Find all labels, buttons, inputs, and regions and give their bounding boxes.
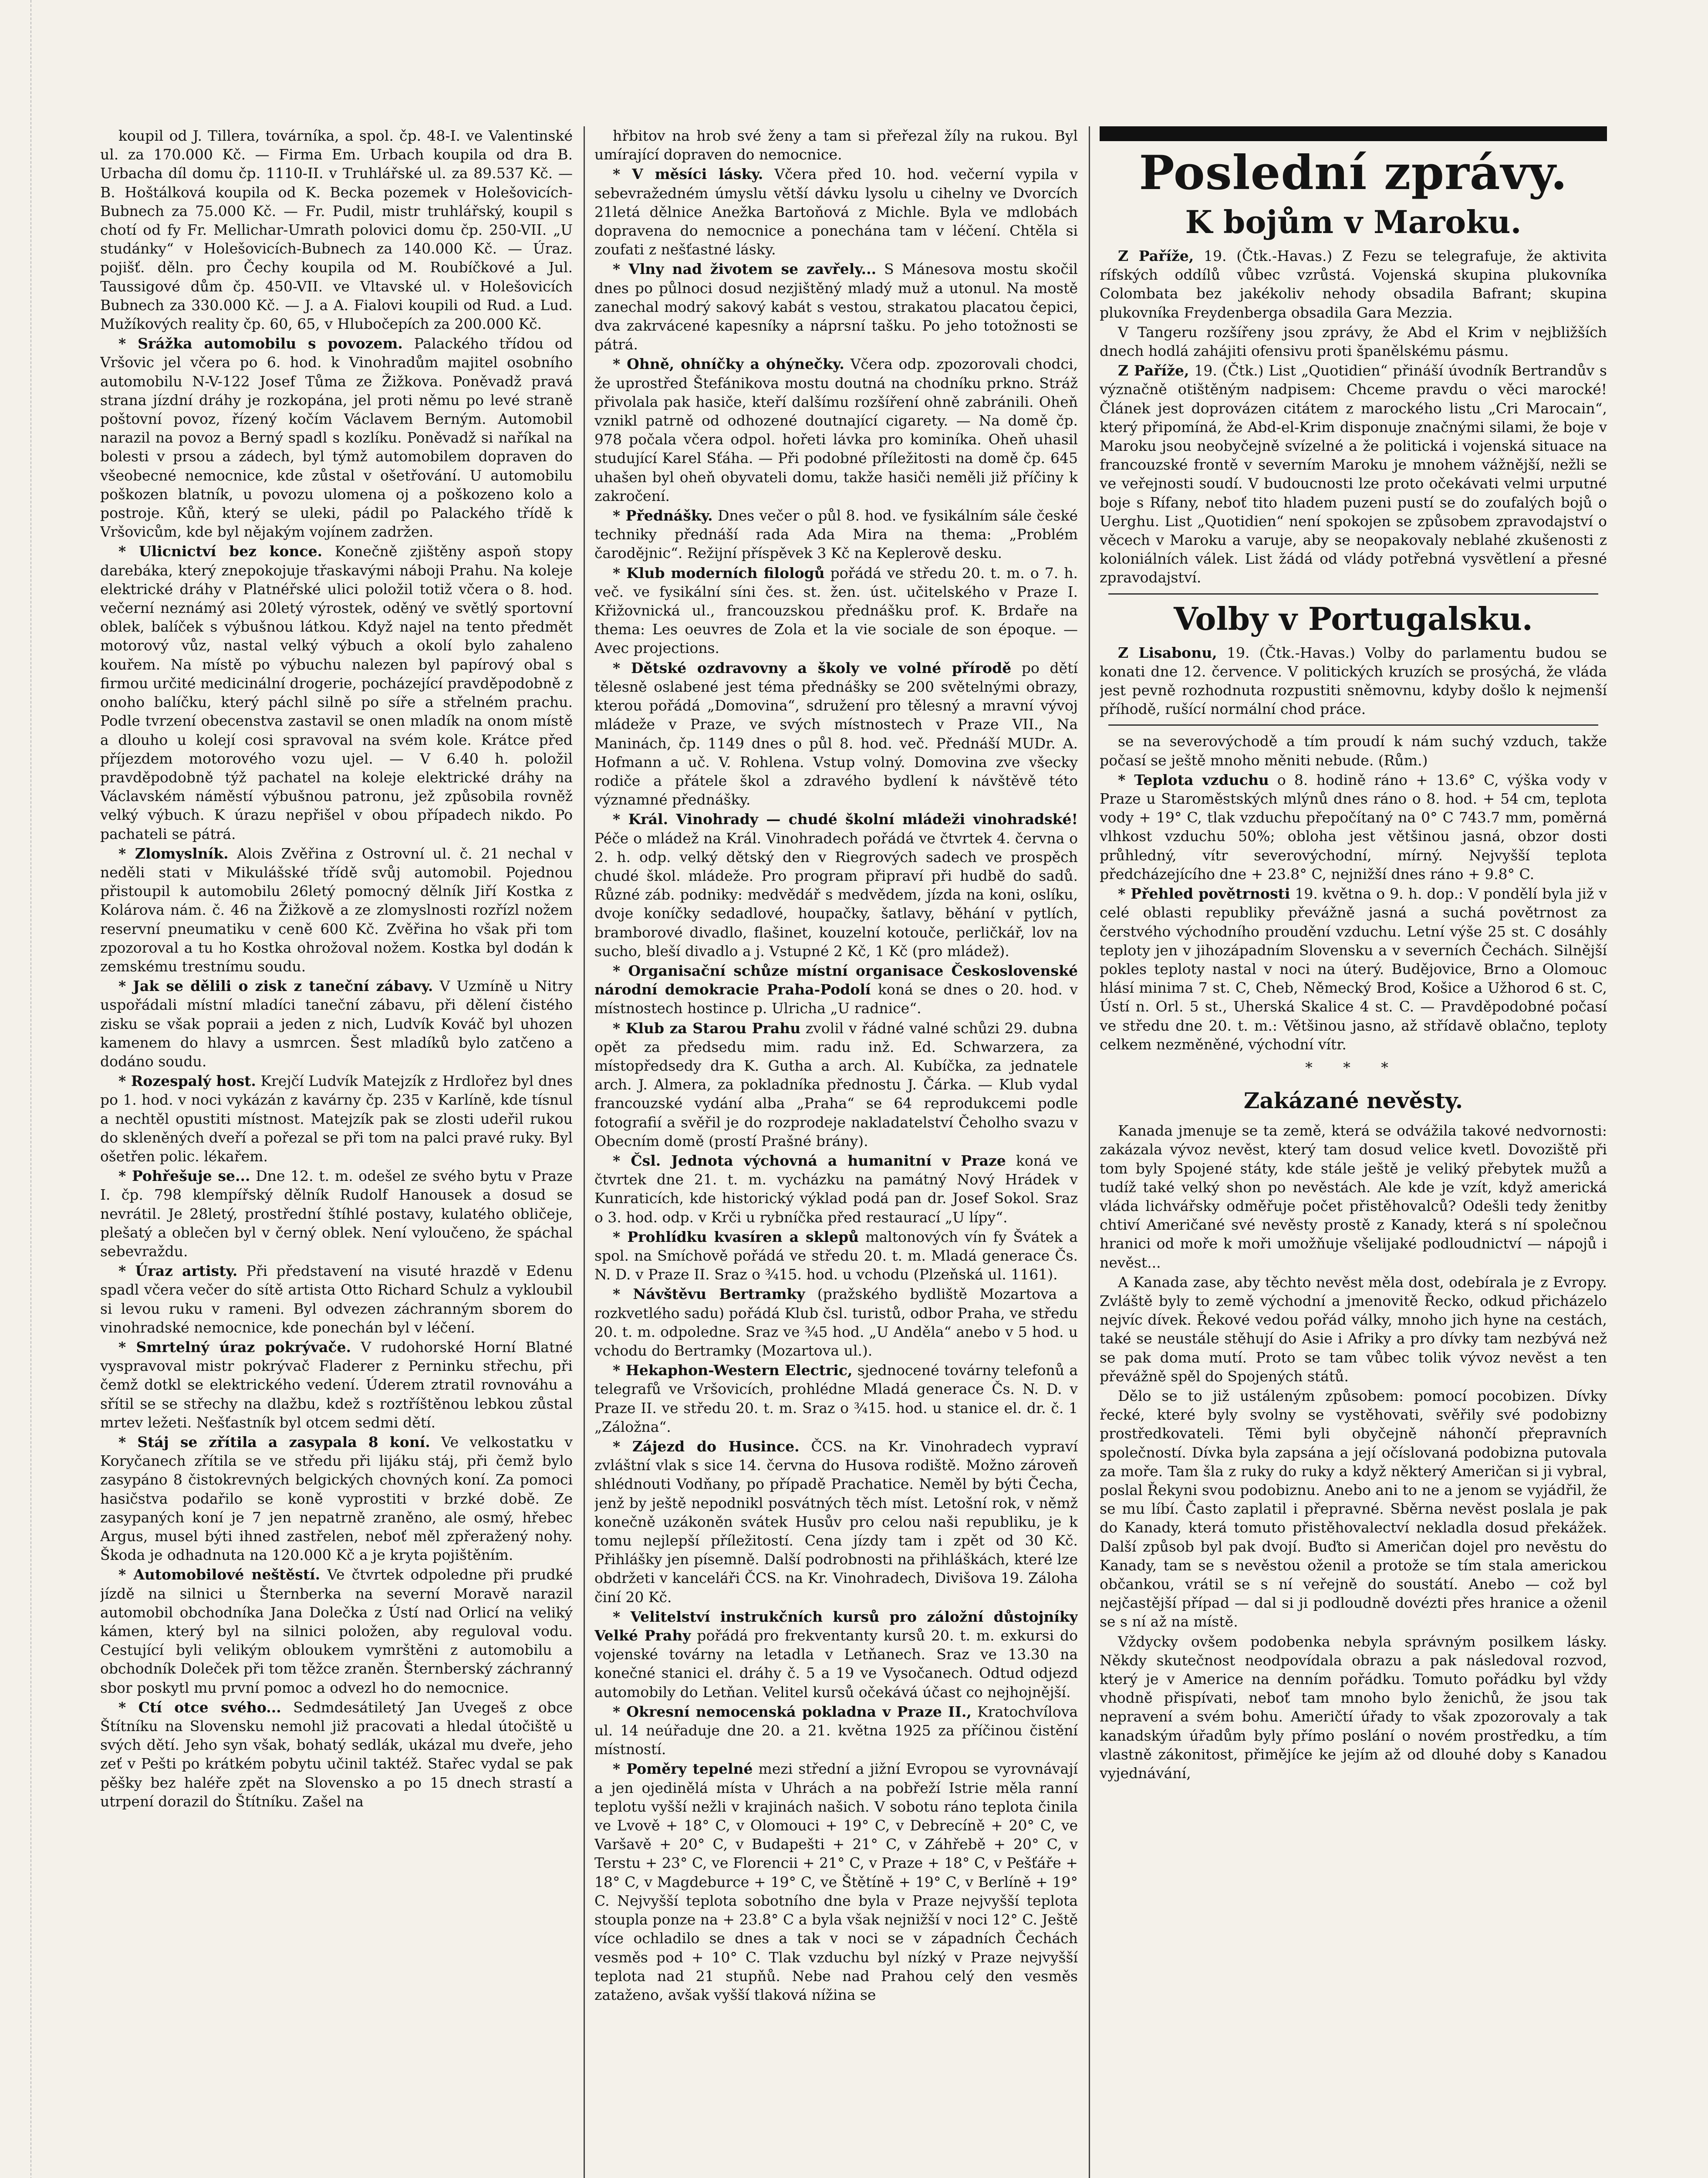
masthead-title: Poslední zprávy.	[1139, 145, 1568, 200]
paragraph-lead: * Klub moderních filologů	[613, 564, 825, 582]
paragraph-lead: * Přednášky.	[613, 507, 713, 524]
paragraph-text: se na severovýchodě a tím proudí k nám suchý vzduch, takže počasí se ještě mnoho měniti nebude. (Rům.)	[1100, 733, 1607, 769]
paragraph-lead: * Pohřešuje se...	[118, 1167, 250, 1185]
news-paragraph	[100, 1565, 573, 1697]
news-paragraph	[100, 126, 573, 333]
paragraph-lead: Z Lisabonu,	[1118, 644, 1217, 661]
paragraph-lead: * Vlny nad životem se zavřely...	[613, 260, 877, 278]
paragraph-text: 19. května o 9. h. dop.: V pondělí byla již v celé oblasti republiky převážně jasná a suchá povětrnost za čerstvého východního proudění vzduchu. Letní výše 25 st. C dosáhly teploty jen v jihozápadním Slovensku a v severních Čechách. Silnější pokles teploty nastal v noci na úterý. Budějovice, Brno a Olomouc hlásí minima 7 st. C, Cheb, Německý Brod, Košice a Užhorod 6 st. C, Ústí n. Orl. 5 st., Uherská Skalice 4 st. C. — Pravděpodobné počasí ve středu dne 20. t. m.: Většinou jasno, až střídavě oblačno, teploty celkem nezměněné, východní vítr.	[1100, 885, 1607, 1053]
paragraph-lead: * Návštěvu Bertramky	[613, 1285, 805, 1303]
paragraph-text: Palackého třídou od Vršovic jel včera po 6. hod. k Vinohradům majitel osobního automobilu N-V-122 Josef Tůma ze Žižkova. Poněvadž pravá strana jízdní dráhy je rozkopána, jel proti němu po levé straně poštovní povoz, řízený kočím Václavem Berným. Automobil narazil na povoz a Berný spadl s kozlíku. Poněvadž si naříkal na bolesti v prsou a zádech, byl týmž automobilem dopraven do všeobecné nemocnice, kde zůstal v ošetřování. U automobilu poškozen blatník, u povozu ulomena oj a poškozeno kolo a postroje. Kůň, který se uleki, pádil po Palackého třídě k Vršovicům, kde byl nějakým vojínem zadržen.	[100, 335, 573, 541]
paragraph-text: V Tangeru rozšířeny jsou zprávy, že Abd el Krim v nejbližších dnech hodlá zahájiti ofensivu proti španělskému pásmu.	[1100, 323, 1607, 360]
news-paragraph	[594, 1437, 1078, 1606]
paragraph-lead: * Hekaphon-Western Electric,	[613, 1362, 853, 1379]
paragraph-lead: * Zájezd do Husince.	[613, 1438, 800, 1455]
paragraph-text: koná se dnes o 20. hod. v místnostech hostince p. Ulricha „U radnice“.	[594, 981, 1078, 1017]
page-scan-edge	[30, 0, 31, 2178]
paragraph-lead: * Dětské ozdravovny a školy ve volné přírodě	[613, 659, 1012, 676]
paragraph-text: V Uzmíně u Nitry uspořádali místní mladíci taneční zábavu, při dělení čistého zisku se však popraii a jeden z nich, Ludvík Kováč byl uhozen kamenem do hlavy a usmrcen. Šest mladíků bylo zatčeno a dodáno soudu.	[100, 977, 573, 1070]
paragraph-text: maltonových vín fy Švátek a spol. na Smíchově pořádá ve středu 20. t. m. Mladá generace Čs. N. D. v Praze II. Sraz o ¾15. hod. u vchodu (Plzeňská ul. 1161).	[594, 1228, 1078, 1283]
paragraph-text: hřbitov na hrob své ženy a tam si přeřezal žíly na rukou. Byl umírající dopraven do nemocnice.	[594, 127, 1078, 163]
paragraph-text: Péče o mládež na Král. Vinohradech pořádá ve čtvrtek 4. června o 2. h. odp. velký dětský den v Riegrových sadech ve prospěch chudé škol. mládeže. Pro program připraví při hudbě do sadů. Různé záb. podniky: medvědář s medvědem, jízda na koni, oslíku, dvoje koníčky sedadlové, houpačky, šatlavy, běhání v pytlích, bramborové divadlo, flašinet, kouzelní kotouče, perličkář, lov na sucho, bleší divadlo a j. Vstupné 2 Kč, 1 Kč (pro mládež).	[594, 829, 1078, 960]
news-paragraph	[100, 1338, 573, 1432]
paragraph-lead: * V měsíci lásky.	[613, 166, 763, 183]
paragraph-text: Alois Zvěřina z Ostrovní ul. č. 21 nechal v neděli stati v Mikulášské třídě svůj automobil. Pojednou přistoupil k automobilu 26letý pomocný dělník Jiří Kostka z Kolárova nám. č. 46 na Žižkově a ze zlomyslnosti rozřízl nožem reservní pneumatiku v ceně 600 Kč. Zvěřina ho však při tom zpozoroval a tu ho Kostka ohrožoval nožem. Kostka byl dodán k zemskému trestnímu soudu.	[100, 845, 573, 975]
news-paragraph	[594, 1151, 1078, 1227]
paragraph-text: koupil od J. Tillera, továrníka, a spol. čp. 48-I. ve Valentinské ul. za 170.000 Kč. — Firma Em. Urbach koupila od dra B. Urbacha díl domu čp. 1110-II. v Truhlářské ul. za 89.537 Kč. — B. Hoštálková koupila od K. Becka pozemek v Holešovicích-Bubnech za 75.000 Kč. — Fr. Pudil, mistr truhlářský, koupil s chotí od fy Fr. Mellichar-Umrath polovici domu čp. 250-VII. „U studánky“ v Holešovicích-Bubnech za 140.000 Kč. — Úraz. pojišť. děln. pro Čechy koupila od M. Roubíčkové a Jul. Taussigové dům čp. 450-VII. ve Vltavské ul. v Holešovicích Bubnech za 330.000 Kč. — J. a A. Fialovi koupili od Rud. a Lud. Mužíkových reality čp. 60, 65, v Hlubočepích za 200.000 Kč.	[100, 127, 573, 333]
column-right	[1100, 126, 1607, 2178]
paragraph-lead: Z Paříže,	[1118, 247, 1194, 264]
paragraph-text: Kratochvílova ul. 14 neúřaduje dne 20. a 21. května 1925 za příčinou čistění místností.	[594, 1703, 1078, 1758]
paragraph-text: mezi střední a jižní Evropou se vyrovnávají a jen ojedinělá místa v Uhrách a na pobřeží Istrie měla ranní teplotu vyšší nežli v krajinách našich. V sobotu ráno teplota činila ve Lvově + 18° C, v Olomouci + 19° C, v Debrecíně + 20° C, ve Varšavě + 20° C, v Budapešti + 21° C, v Záhřebě + 20° C, v Terstu + 23° C, ve Florencii + 21° C, v Praze + 18° C, v Pešťáře + 18° C, v Magdeburce + 19° C, ve Štětíně + 19° C, v Berlíně + 19° C. Nejvyšší teplota sobotního dne byla v Praze nejvyšší teplota stoupla ponze na + 23.8° C a byla však nejnižší v noci 12° C. Ještě více ochladilo se dnes a tak v noci se v západních Čechách vesměs pod + 10° C. Tlak vzduchu byl nízký v Praze nejvyšší teplota nad 21 stupňů. Nebe nad Prahou celý den vesměs zataženo, avšak vyšší tlaková nížina se	[594, 1760, 1078, 2003]
paragraph-text: Dnes večer o půl 8. hod. ve fysikálním sále české techniky přednáší rada Ada Mira na thema: „Problém čarodějnic“. Režijní příspěvek 3 Kč na Keplerově desku.	[594, 507, 1078, 562]
divider	[1108, 724, 1598, 726]
news-paragraph	[1100, 323, 1607, 360]
paragraph-text: Při představení na visuté hrazdě v Edenu spadl včera večer do sítě artista Otto Richard Schulz a vykloubil si levou ruku v rameni. Byl odvezen záchranným sborem do vinohradské nemocnice, kde ponechán byl v léčení.	[100, 1262, 573, 1336]
paragraph-lead: * Velitelství instrukčních kursů pro záložní důstojníky Velké Prahy	[594, 1608, 1078, 1644]
news-paragraph	[1100, 1632, 1607, 1783]
paragraph-lead: * Organisační schůze místní organisace Československé národní demokracie Praha-Podolí	[594, 962, 1078, 998]
paragraph-lead: * Klub za Starou Prahu	[613, 1019, 801, 1037]
paragraph-lead: * Zlomyslník.	[118, 845, 229, 862]
paragraph-lead: * Přehled povětrnosti	[1118, 885, 1290, 903]
paragraph-lead: * Smrtelný úraz pokrývače.	[118, 1339, 351, 1356]
paragraph-text: Ve velkostatku v Koryčanech zřítila se ve středu při lijáku stáj, při čemž bylo zasypáno 8 čistokrevných belgických chovných koní. Za pomoci hasičstva podařilo se koně vyprostiti v brzké době. Ze zasypaných koní je 7 jen nepatrně zraněno, ale osmý, hřebec Argus, musel býti ihned zastřelen, neboť měl zpřeražený nohy. Škoda je odhadnuta na 120.000 Kč a je kryta pojištěním.	[100, 1434, 573, 1564]
paragraph-text: Ve čtvrtek odpoledne při prudké jízdě na silnici u Šternberka na severní Moravě narazil automobil obchodníka Jana Dolečka z Ústí nad Orlicí na veliký kámen, který byl na silnici položen, aby reguloval vodu. Cestující byli velikým obloukem vymrštěni z automobilu a obchodník Doleček při tom těžce zraněn. Šternberský záchranný sbor poskytl mu první pomoc a odvezl ho do nemocnice.	[100, 1566, 573, 1696]
news-paragraph	[100, 334, 573, 541]
news-paragraph	[1100, 1387, 1607, 1631]
section-separator-stars: * * *	[1305, 1059, 1401, 1076]
news-paragraph	[100, 844, 573, 976]
section-portugalsko	[1100, 643, 1607, 719]
news-paragraph	[594, 126, 1078, 164]
paragraph-text: Včera před 10. hod. večerní vypila v sebevražedném úmyslu větší dávku lysolu u cihelny ve Dvorcích 21letá dělnice Anežka Bartoňová z Michle. Byla ve mdlobách dopravena do nemocnice a ponechána tam v léčení. Chtěla si zoufati z nešťastné lásky.	[594, 166, 1078, 258]
paragraph-text: pořádá ve středu 20. t. m. o 7. h. več. ve fysikální síni čes. st. žen. úst. učitelského v Praze I. Křižovnická ul., francouzskou přednášku prof. K. Brdaře na thema: Les oeuvres de Zola et la vie sociale de son époque. — Avec projections.	[594, 564, 1078, 657]
paragraph-lead: * Ctí otce svého...	[118, 1698, 281, 1716]
news-paragraph	[1100, 1273, 1607, 1386]
section-maroko	[1100, 247, 1607, 587]
paragraph-text: ČCS. na Kr. Vinohradech vypraví zvláštní vlak s sice 14. června do Husova rodiště. Možno zároveň shlédnouti Vodňany, po případě Prachatice. Neměl by býti Čecha, jenž by ještě nepodnikl posvátných těch míst. Letošní rok, v němž konečně uzákoněn svátek Husův pro celou naši republiku, je k tomu nejlepší příležitostí. Cena jízdy tam i zpět od 30 Kč. Přihlášky jen písemně. Další podrobnosti na přihláškách, které lze obdržeti v kanceláři ČCS. na Kr. Vinohradech, Divišova 19. Záloha činí 20 Kč.	[594, 1438, 1078, 1606]
paragraph-text: Vždycky ovšem podobenka nebyla správným posilkem lásky. Někdy skutečnost neodpovídala obrazu a pak následoval rozvod, který je v Americe na denním pořádku. Tomuto pořádku byl vždy vhodně přispívati, neboť tam mnoho bylo ženichů, že jsou tak nepravení a svém bohu. Američtí úřady to však zpozorovaly a tak kanadským úřadům byly přímo poslání o novém prostředku, a tím vlastně zákonitost, přimějíce ke jejím až od dlouhé doby s Kanadou vyjednávání,	[1100, 1633, 1607, 1782]
paragraph-lead: * Ulicnictví bez konce.	[118, 543, 323, 560]
paragraph-text: Včera odp. zpozorovali chodci, že uprostřed Štefánikova mostu doutná na chodníku prkno. Stráž přivolala pak hasiče, kteří dalšímu rozšíření ohně zabránili. Oheň vznikl patrně od odhozené doutnající cigarety. — Na domě čp. 978 počala včera odpol. hořeti lávka pro kominíka. Oheň uhasil studující Karel Sťáha. — Při podobné příležitosti na domě čp. 645 uhašen byl oheň obyvateli domu, takže hasiči neměli již příčiny k zakročení.	[594, 355, 1078, 504]
paragraph-text: Kanada jmenuje se ta země, která se odvážila takové nedvornosti: zakázala vývoz nevěst, který tam dosud velice kvetl. Dovoziště při tom byly Spojené státy, kde stále ještě je veliký přebytek mužů a tudíž také velký shon po nevěstách. Ale kde je vzít, když americká vláda lichvářsky odměřuje počet přistěhovalců? Odešli tedy ženitby chtiví Američané své nevěsty prostě z Kanady, která s ní společnou hranici od moře k moři umožňuje všelijaké podloudnictví — nápojů i nevěst...	[1100, 1122, 1607, 1271]
paragraph-lead: * Jak se dělili o zisk z taneční zábavy.	[118, 977, 433, 995]
paragraph-text: o 8. hodině ráno + 13.6° C, výška vody v Praze u Staroměstských mlýnů dnes ráno o 8. hod. + 54 cm, teplota vody + 19° C, tlak vzduchu přepočítaný na 0° C 743.7 mm, poměrná vlhkost vzduchu 50%; obloha jest většinou jasná, obzor dosti průhledný, vítr severovýchodní, mírný. Nejvyšší teplota předcházejícího dne + 23.8° C, nejnižší dnes ráno + 9.8° C.	[1100, 771, 1607, 883]
section-weather	[1100, 732, 1607, 1053]
newspaper-page	[100, 126, 1607, 2178]
news-paragraph	[100, 542, 573, 843]
news-paragraph	[594, 506, 1078, 563]
headline-portugalsko: Volby v Portugalsku.	[1174, 600, 1533, 637]
column-rule	[584, 126, 585, 2178]
paragraph-text: A Kanada zase, aby těchto nevěst měla dost, odebírala je z Evropy. Zvláště byly to země východní a jmenovitě Řecko, odkud přicházelo nejvíc dívek. Řekové vedou pořád války, mnoho jich hyne na cestách, také se neustále stěhují do Asie i Afriky a pro dívky tam nezbývá než se pak doma mutí. Proto se tam vůbec tolik vývoz nevěst a ten převážně spěl do Spojených států.	[1100, 1273, 1607, 1385]
news-paragraph	[100, 1433, 573, 1564]
paragraph-text: (pražského bydliště Mozartova a rozkvetlého sadu) pořádá Klub čsl. turistů, odbor Praha, ve středu 20. t. m. odpoledne. Sraz ve ¾5 hod. „U Anděla“ anebo v 5 hod. u vchodu do Bertramky (Mozartova ul.).	[594, 1285, 1078, 1359]
column-left	[100, 126, 573, 2178]
paragraph-text: 19. (Čtk.-Havas.) Z Fezu se telegrafuje, že aktivita rífských oddílů vůbec vzrůstá. Vojenská skupina plukovníka Colombata bez jakékoliv nehody obsadila Bafrant; skupina plukovníka Freydenberga obsadila Gara Mezzia.	[1100, 247, 1607, 321]
news-paragraph	[594, 355, 1078, 505]
news-paragraph	[100, 1167, 573, 1261]
news-paragraph	[594, 564, 1078, 658]
news-paragraph	[594, 1607, 1078, 1701]
news-paragraph	[594, 1361, 1078, 1436]
news-paragraph	[594, 165, 1078, 259]
news-paragraph	[100, 1698, 573, 1811]
paragraph-lead: * Srážka automobilu s povozem.	[118, 335, 403, 352]
paragraph-lead: * Král. Vinohrady — chudé školní mládeži vinohradské!	[613, 811, 1078, 828]
column-rule	[1089, 126, 1090, 2178]
news-paragraph	[594, 260, 1078, 354]
paragraph-text: V rudohorské Horní Blatné vyspravoval mistr pokrývač Fladerer z Perninku střechu, při čemž dotkl se elektrického vedení. Úderem ztratil rovnováhu a sřítil se se střechy na dlažbu, kdež s roztříštěnou lebkou zůstal mrtev ležeti. Nešťastník byl otcem sedmi dětí.	[100, 1339, 573, 1431]
news-paragraph	[1100, 361, 1607, 587]
news-paragraph	[594, 659, 1078, 809]
paragraph-lead: * Čsl. Jednota výchovná a humanitní v Praze	[613, 1152, 1006, 1169]
news-paragraph	[1100, 732, 1607, 769]
paragraph-text: Sedmdesátiletý Jan Uvegeš z obce Štítníku na Slovensku nemohl již pracovati a hledal útočiště u svých dětí. Jeho syn však, bohatý sedlák, ukázal mu dveře, jeho zeť v Pešti po krátkém pobytu učinil taktéž. Stařec vydal se pak pěšky bez haléře zpět na Slovensko a po 15 dnech strastí a utrpení dorazil do Štítníku. Zašel na	[100, 1698, 573, 1810]
news-paragraph	[1100, 884, 1607, 1054]
paragraph-lead: Z Paříže,	[1118, 362, 1189, 379]
paragraph-text: 19. (Čtk.-Havas.) Volby do parlamentu budou se konati dne 12. července. V politických kruzích se prosýchá, že vláda jest pevně rozhodnuta rozpustiti sněmovnu, kdyby došlo k nejmenší příhodě, rušící normální chod práce.	[1100, 644, 1607, 718]
paragraph-lead: * Poměry tepelné	[613, 1760, 753, 1778]
paragraph-text: Dělo se to již ustáleným způsobem: pomocí pocobizen. Dívky řecké, které byly svolny se vystěhovati, svěřily své podobizny prostředkovateli. Těmi byli obyčejně náhončí přepravních společností. Dívka byla zapsána a její očíslovaná podobizna putovala za moře. Tam šla z ruky do ruky a když některý Američan si ji vybral, poslal Řekyni svou podobiznu. Anebo ani to ne a jenom se vyjádřil, že se mu líbí. Často zaplatil i přepravné. Sběrna nevěst poslala je pak do Kanady, která tomuto přistěhovalectví nekladla dosud překážek. Další způsob byl pak dvojí. Buďto si Američan dojel pro nevěstu do Kanady, tam se s nevěstou oženil a protože se tím stala americkou občankou, vrátil se s ní veřejně do soustátí. Anebo — což byl nejčastější případ — dal si ji podloudně dovézti přes hranice a oženil se s ní až na místě.	[1100, 1387, 1607, 1630]
paragraph-lead: * Prohlídku kvasíren a sklepů	[613, 1228, 859, 1245]
news-paragraph	[594, 1702, 1078, 1759]
paragraph-text: zvolil v řádné valné schůzi 29. dubna opět za předsedu mim. radu inž. Ed. Schwarzera, za místopředsedy dra K. Gutha a arch. Al. Kubíčka, za jednatele arch. J. Almera, za pokladníka přednostu J. Čárka. — Klub vydal francouzské vydání alba „Praha“ se 64 reprodukcemi podle fotografií a svěřil je do rozprodeje nakladatelství Čeholho svazu v Obecním domě (prostí Prašné brány).	[594, 1019, 1078, 1150]
news-paragraph	[1100, 643, 1607, 719]
news-paragraph	[594, 1285, 1078, 1360]
news-paragraph	[100, 1072, 573, 1166]
paragraph-text: Dne 12. t. m. odešel ze svého bytu v Praze I. čp. 798 klempířský dělník Rudolf Hanousek a dosud se nevrátil. Je 28letý, prostřední štíhlé postavy, kulatého obličeje, plešatý a oblečen byl v černý oblek. Není vyloučeno, že spáchal sebevraždu.	[100, 1167, 573, 1260]
headline-maroko: K bojům v Maroku.	[1185, 203, 1522, 240]
masthead-bar	[1100, 126, 1607, 141]
column-middle	[594, 126, 1078, 2178]
news-paragraph	[1100, 1121, 1607, 1272]
paragraph-text: pořádá pro frekventanty kursů 20. t. m. exkursi do vojenské továrny na letadla v Letňanech. Sraz ve 13.30 na konečné stanici el. dráhy č. 5 a 19 ve Vysočanech. Odtud odjezd automobily do Letňan. Velitel kursů očekává účast co nejhojnější.	[594, 1627, 1078, 1701]
paragraph-lead: * Stáj se zřítila a zasypala 8 koní.	[118, 1434, 430, 1451]
paragraph-text: koná ve čtvrtek dne 21. t. m. vycházku na památný Nový Hrádek v Kunraticích, kde historický výklad podá pan dr. Josef Sokol. Sraz o 3. hod. odp. v Krči u rybníčka před restaurací „U lípy“.	[594, 1152, 1078, 1226]
divider	[1108, 593, 1598, 595]
paragraph-lead: * Rozespalý host.	[118, 1072, 256, 1090]
paragraph-text: 19. (Čtk.) List „Quotidien“ přináší úvodník Bertrandův s význačně otištěným nadpisem: Chceme pravdu o věci marocké! Článek jest doprovázen citátem z marockého listu „Cri Marocain“, který připomíná, že Abd-el-Krim disponuje značnými silami, že boje v Maroku jsou neobyčejně svízelné a že politická i vojenská situace na francouzské frontě v severním Maroku je mnohem vážnější, nežli se ve veřejnosti soudí. V budoucnosti lze proto očekávati velmi urputné boje s Rífany, neboť tito hladem puzeni pustí se do zoufalých bojů o Uerghu. List „Quotidien“ není spokojen se způsobem zpravodajství o věcech v Maroku a varuje, aby se neopakovaly neblahé zkušenosti z koloniálních válek. List žádá od vlády potřebná vysvětlení a přesné zpravodajství.	[1100, 362, 1607, 586]
news-paragraph	[594, 1228, 1078, 1284]
paragraph-text: S Mánesova mostu skočil dnes po půlnoci dosud nezjištěný mladý muž a utonul. Na mostě zanechal modrý sakový kabát s vestou, strakatou placatou čepici, dva zakrvácené kapesníky a náprsní tašku. Po jeho totožnosti se pátrá.	[594, 260, 1078, 353]
article-zakazane-nevesty	[1100, 1121, 1607, 1782]
news-paragraph	[1100, 771, 1607, 883]
paragraph-lead: * Úraz artisty.	[118, 1262, 238, 1280]
news-paragraph	[1100, 247, 1607, 322]
paragraph-lead: * Automobilové neštěstí.	[118, 1566, 321, 1583]
paragraph-lead: * Ohně, ohníčky a ohýnečky.	[613, 355, 844, 373]
news-paragraph	[100, 1261, 573, 1337]
news-paragraph	[594, 1019, 1078, 1150]
news-paragraph	[594, 961, 1078, 1018]
paragraph-text: po dětí tělesně oslabené jest téma přednášky se 200 světelnými obrazy, kterou pořádá „Domovina“, sdružení pro tělesný a mravní vývoj mládeže v Praze, ve svých místnostech v Praze VII., Na Maninách, čp. 1149 dnes o půl 8. hod. več. Přednáší MUDr. A. Hofmann a uč. V. Rohlena. Vstup volný. Domovina zve všecky rodiče a přátele škol a zdravého bydlení k návštěvě této významné přednášky.	[594, 659, 1078, 808]
paragraph-text: sjednocené továrny telefonů a telegrafů ve Vršovicích, prohlédne Mladá generace Čs. N. D. v Praze II. ve středu 20. t. m. Sraz o ¾15. hod. u stanice el. dr. č. 1 „Záložna“.	[594, 1362, 1078, 1435]
news-paragraph	[594, 1759, 1078, 2004]
paragraph-text: Konečně zjištěny aspoň stopy darebáka, který znepokojuje třaskavými náboji Prahu. Na koleje elektrické dráhy v Platnéřské ulici položil totiž včera o 8. hod. večerní neznámý asi 20letý výrostek, oděný ve světlý sportovní oblek, balíček s výbušnou látkou. Když najel na tento předmět motorový vůz, nastal velký výbuch a okolí bylo zahaleno kouřem. Na místě po výbuchu nalezen byl papírový obal s firmou určité medicinální drogerie, pocházející pravděpodobně z onoho balíčku, který páchl silně po síře a střelném prachu. Podle tvrzení obecenstva zastavil se onen mladík na onom místě a dlouho u kolejí cosi spravoval na svém kole. Krátce před příjezdem motorového vozu ujel. — V 6.40 h. položil pravděpodobně týž pachatel na koleje elektrické dráhy na Václavském náměstí výbušnou patronu, jež způsobila rovněž velký výbuch. K úrazu nepřišel v obou případech nikdo. Po pachateli se pátrá.	[100, 543, 573, 842]
news-paragraph	[594, 810, 1078, 960]
paragraph-text: Krejčí Ludvík Matejzík z Hrdlořez byl dnes po 1. hod. v noci vykázán z kavárny čp. 235 v Karlíně, kde tísnul a nechtěl opustiti místnost. Matejzík pak se zlosti udeřil rukou do skleněných dveří a pořezal se při tom na palci pravé ruky. Byl ošetřen polic. lékařem.	[100, 1072, 573, 1165]
paragraph-lead: * Teplota vzduchu	[1118, 771, 1269, 788]
headline-zakazane-nevesty: Zakázané nevěsty.	[1243, 1088, 1463, 1114]
paragraph-lead: * Okresní nemocenská pokladna v Praze II.,	[613, 1703, 972, 1720]
news-paragraph	[100, 977, 573, 1071]
